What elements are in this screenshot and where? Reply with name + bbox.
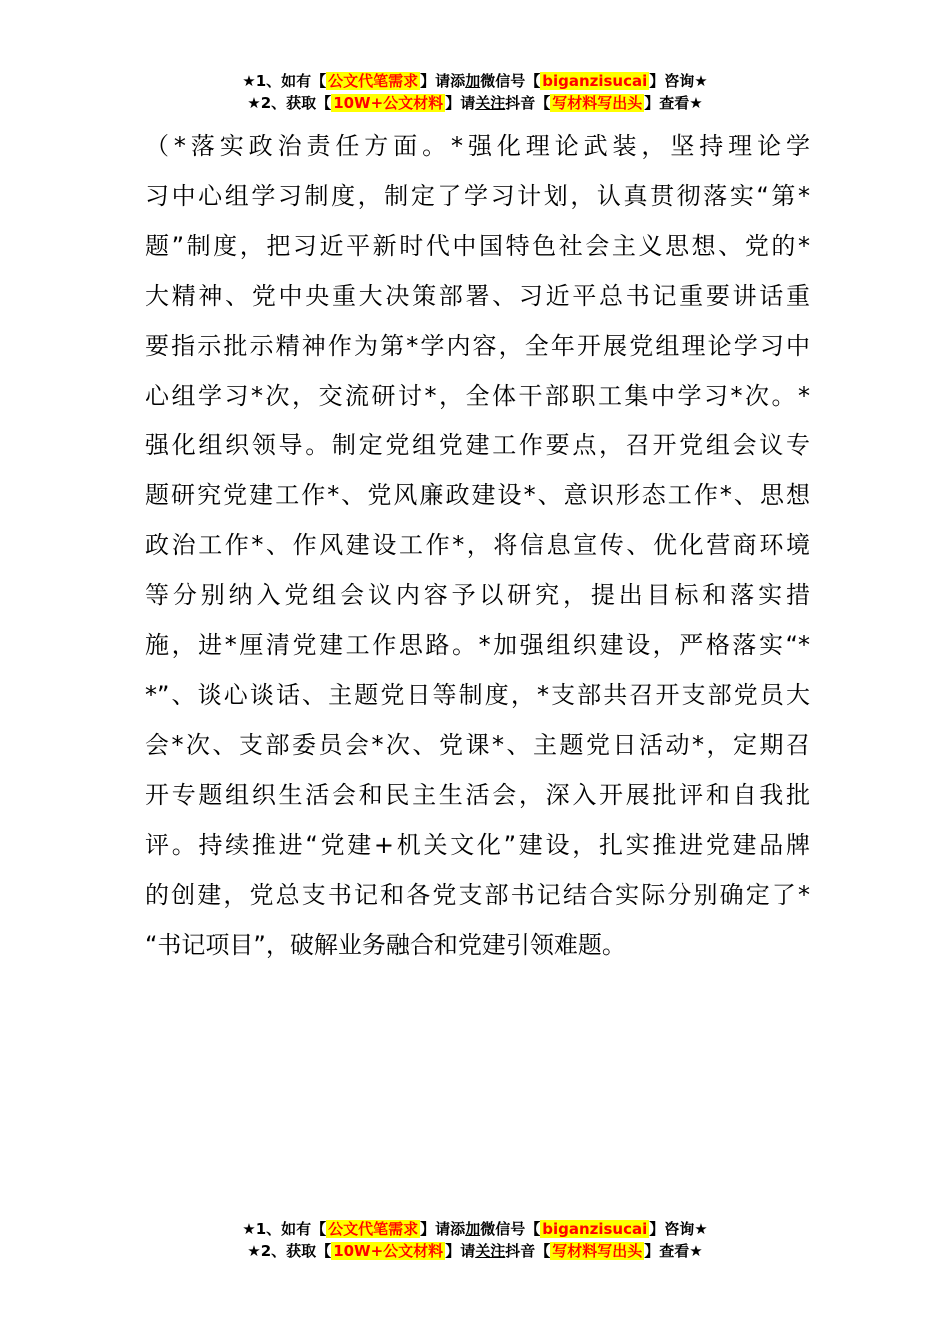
banner-text: 抖音【 — [505, 1242, 551, 1260]
banner-line-2 — [0, 92, 950, 114]
banner-text: ★1、如有【 — [242, 1220, 327, 1238]
body-line: 等分别纳入党组会议内容予以研究，提出目标和落实措 — [145, 581, 810, 610]
body-line: 习中心组学习制度，制定了学习计划，认真贯彻落实“第* — [145, 181, 810, 210]
banner-text: 】请添 — [420, 72, 466, 90]
banner-text: 】咨询★ — [649, 72, 708, 90]
body-line: 的创建，党总支书记和各党支部书记结合实际分别确定了* — [145, 880, 810, 909]
banner-underline: 加 — [465, 1220, 481, 1238]
banner-highlight: biganzisucai — [542, 1220, 648, 1238]
banner-line-2 — [0, 1240, 950, 1262]
banner-highlight: 写材料写出头 — [552, 1242, 643, 1260]
banner-text: 微信号【 — [480, 72, 541, 90]
footer-banner — [0, 1218, 950, 1262]
body-line: 政治工作*、作风建设工作*，将信息宣传、优化营商环境 — [145, 531, 810, 560]
banner-text: 】请添 — [420, 1220, 466, 1238]
body-line: 会*次、支部委员会*次、党课*、主题党日活动*，定期召 — [145, 730, 810, 759]
body-line-last: “书记项目”，破解业务融合和党建引领难题。 — [145, 930, 626, 959]
document-body — [145, 122, 810, 970]
banner-line-1 — [0, 70, 950, 92]
body-line: （*落实政治责任方面。*强化理论武装，坚持理论学 — [145, 132, 810, 160]
banner-highlight: 写材料写出头 — [552, 94, 643, 112]
body-line: 题研究党建工作*、党风廉政建设*、意识形态工作*、思想 — [145, 481, 810, 510]
banner-underline: 关注 — [475, 94, 506, 112]
banner-underline: 关注 — [475, 1242, 506, 1260]
banner-text: 】咨询★ — [649, 1220, 708, 1238]
banner-text: 抖音【 — [505, 94, 551, 112]
banner-text: 】查看★ — [644, 1242, 703, 1260]
banner-highlight: 公文代笔需求 — [328, 72, 419, 90]
body-line: 心组学习*次，交流研讨*，全体干部职工集中学习*次。* — [145, 381, 810, 410]
banner-highlight: 10W+公文材料 — [333, 1242, 444, 1260]
banner-text: ★2、获取【 — [247, 94, 332, 112]
banner-line-1 — [0, 1218, 950, 1240]
banner-text: ★2、获取【 — [247, 1242, 332, 1260]
body-line: 大精神、党中央重大决策部署、习近平总书记重要讲话重 — [145, 281, 810, 310]
banner-highlight: 公文代笔需求 — [328, 1220, 419, 1238]
banner-text: ★1、如有【 — [242, 72, 327, 90]
banner-text: 】请 — [445, 94, 476, 112]
body-line: 要指示批示精神作为第*学内容，全年开展党组理论学习中 — [145, 331, 810, 360]
body-line: 评。持续推进“党建+机关文化”建设，扎实推进党建品牌 — [145, 830, 810, 859]
banner-highlight: biganzisucai — [542, 72, 648, 90]
banner-highlight: 10W+公文材料 — [333, 94, 444, 112]
body-line: 开专题组织生活会和民主生活会，深入开展批评和自我批 — [145, 780, 810, 809]
banner-text: 】查看★ — [644, 94, 703, 112]
banner-text: 微信号【 — [480, 1220, 541, 1238]
body-line: 题”制度，把习近平新时代中国特色社会主义思想、党的* — [145, 231, 810, 260]
body-line: 强化组织领导。制定党组党建工作要点，召开党组会议专 — [145, 431, 810, 460]
body-line: *”、谈心谈话、主题党日等制度，*支部共召开支部党员大 — [145, 680, 810, 709]
body-line: 施，进*厘清党建工作思路。*加强组织建设，严格落实“* — [145, 631, 810, 660]
header-banner — [0, 70, 950, 114]
banner-text: 】请 — [445, 1242, 476, 1260]
banner-underline: 加 — [465, 72, 481, 90]
